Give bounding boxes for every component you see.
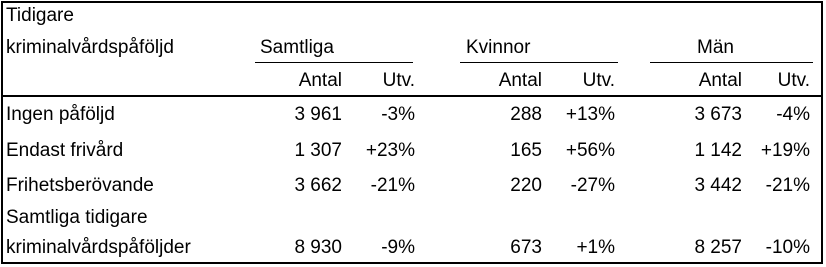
row-label: Ingen påföljd — [6, 104, 115, 125]
row-label: Frihetsberövande — [6, 175, 154, 196]
cell-man-utv: -10% — [765, 237, 810, 258]
cell-samtliga-utv: -9% — [381, 237, 415, 258]
cell-man-utv: +19% — [760, 140, 810, 161]
row-label-line-2: kriminalvårdspåföljder — [6, 237, 191, 258]
subheader-utv-man: Utv. — [777, 70, 810, 91]
cell-man-antal: 3 442 — [694, 175, 742, 196]
cell-samtliga-utv: -21% — [370, 175, 415, 196]
cell-kvinnor-utv: +56% — [565, 140, 615, 161]
cell-samtliga-antal: 3 961 — [294, 104, 342, 125]
subheader-utv-samtliga: Utv. — [382, 70, 415, 91]
cell-man-antal: 3 673 — [694, 104, 742, 125]
row-label: Endast frivård — [6, 140, 124, 161]
cell-kvinnor-utv: +1% — [576, 237, 615, 258]
subheader-antal-man: Antal — [698, 70, 742, 91]
cell-man-utv: -4% — [776, 104, 810, 125]
cell-samtliga-utv: +23% — [365, 140, 415, 161]
cell-samtliga-antal: 1 307 — [294, 140, 342, 161]
cell-kvinnor-utv: -27% — [570, 175, 615, 196]
group-underline-man — [650, 62, 813, 63]
cell-kvinnor-antal: 165 — [510, 140, 542, 161]
row-label-line-1: Samtliga tidigare — [6, 207, 148, 228]
subheader-antal-kvinnor: Antal — [498, 70, 542, 91]
group-underline-samtliga — [255, 62, 413, 63]
cell-man-utv: -21% — [765, 175, 810, 196]
corner-header-line-1: Tidigare — [6, 5, 74, 26]
cell-man-antal: 1 142 — [694, 140, 742, 161]
cell-samtliga-antal: 3 662 — [294, 175, 342, 196]
subheader-utv-kvinnor: Utv. — [582, 70, 615, 91]
cell-man-antal: 8 257 — [694, 237, 742, 258]
group-underline-kvinnor — [460, 62, 618, 63]
cell-kvinnor-antal: 288 — [510, 104, 542, 125]
group-header-samtliga: Samtliga — [260, 37, 334, 58]
group-header-kvinnor: Kvinnor — [466, 37, 531, 58]
cell-samtliga-antal: 8 930 — [294, 237, 342, 258]
cell-kvinnor-utv: +13% — [565, 104, 615, 125]
cell-samtliga-utv: -3% — [381, 104, 415, 125]
corner-header-line-2: kriminalvårdspåföljd — [6, 37, 174, 58]
cell-kvinnor-antal: 673 — [510, 237, 542, 258]
cell-kvinnor-antal: 220 — [510, 175, 542, 196]
subheader-antal-samtliga: Antal — [298, 70, 342, 91]
group-header-man: Män — [697, 37, 734, 58]
header-separator — [3, 95, 821, 97]
